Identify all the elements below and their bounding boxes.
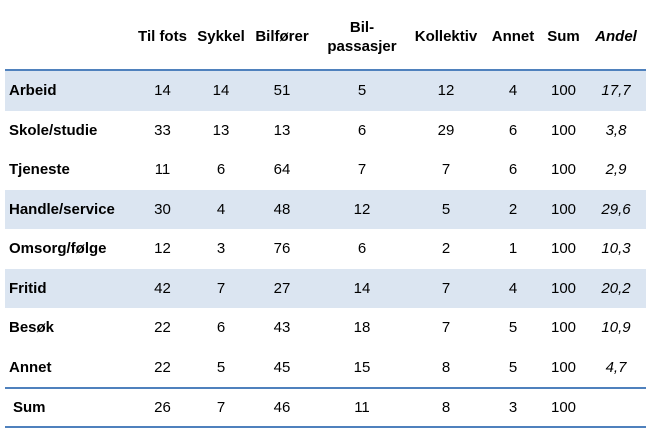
cell-til-fots: 14	[130, 70, 195, 111]
cell-sykkel: 3	[216, 240, 226, 258]
cell-sum: 100	[541, 70, 586, 111]
header-bil-passasjer-line1: Bil-	[349, 18, 375, 36]
cell-bil-passasjer: 7	[357, 161, 367, 179]
cell-annet: 5	[508, 319, 518, 337]
cell-sum: 100	[541, 269, 586, 309]
cell-annet: 1	[508, 240, 518, 258]
cell-sum: 100	[550, 319, 577, 337]
cell-annet: 3	[485, 388, 541, 427]
cell-kollektiv: 7	[441, 161, 451, 179]
cell-kollektiv: 5	[407, 190, 485, 230]
row-label: Omsorg/følge	[9, 240, 107, 258]
cell-sykkel: 4	[195, 190, 247, 230]
cell-andel: 3,8	[605, 121, 627, 139]
cell-annet: 4	[485, 269, 541, 309]
cell-kollektiv: 7	[441, 319, 451, 337]
cell-kollektiv: 8	[407, 388, 485, 427]
cell-andel: 20,2	[586, 269, 646, 309]
cell-sum: 100	[541, 388, 586, 427]
cell-bilforer: 27	[247, 269, 317, 309]
cell-sum: 100	[550, 240, 577, 258]
cell-bilforer: 13	[273, 121, 291, 139]
cell-sykkel: 6	[216, 319, 226, 337]
cell-bilforer: 46	[247, 388, 317, 427]
cell-andel	[586, 388, 646, 427]
header-cell-kollektiv: Kollektiv	[407, 0, 485, 70]
cell-til-fots: 12	[154, 240, 171, 258]
cell-til-fots: 30	[130, 190, 195, 230]
cell-annet: 5	[508, 358, 518, 376]
cell-kollektiv: 7	[407, 269, 485, 309]
cell-annet: 4	[485, 70, 541, 111]
table-row	[5, 70, 646, 111]
cell-sum: 100	[550, 121, 577, 139]
cell-sykkel: 14	[195, 70, 247, 111]
cell-til-fots: 22	[154, 358, 171, 376]
cell-andel: 17,7	[586, 70, 646, 111]
cell-til-fots: 11	[154, 161, 171, 179]
row-label: Skole/studie	[9, 121, 98, 139]
cell-andel: 2,9	[605, 161, 627, 179]
header-cell-til-fots: Til fots	[130, 0, 195, 70]
cell-sum: 100	[550, 161, 577, 179]
cell-sykkel: 7	[195, 388, 247, 427]
header-cell-andel: Andel	[586, 0, 646, 70]
cell-andel: 10,3	[601, 240, 631, 258]
row-label: Besøk	[9, 319, 55, 337]
cell-bilforer: 64	[273, 161, 291, 179]
cell-sykkel: 7	[195, 269, 247, 309]
header-cell-bil-passasjer	[317, 0, 407, 70]
row-label: Annet	[9, 358, 52, 376]
cell-til-fots: 42	[130, 269, 195, 309]
cell-bil-passasjer: 18	[353, 319, 371, 337]
header-cell-sykkel: Sykkel	[195, 0, 247, 70]
cell-sum: 100	[550, 358, 577, 376]
cell-bil-passasjer: 15	[353, 358, 371, 376]
cell-bilforer: 51	[247, 70, 317, 111]
cell-andel: 4,7	[605, 358, 627, 376]
cell-annet: 6	[508, 121, 518, 139]
cell-bilforer: 43	[273, 319, 291, 337]
cell-sykkel: 13	[212, 121, 230, 139]
cell-kollektiv: 12	[407, 70, 485, 111]
cell-bil-passasjer: 5	[317, 70, 407, 111]
table-row-sum	[5, 388, 646, 427]
cell-kollektiv: 8	[441, 358, 451, 376]
header-cell-sum: Sum	[541, 0, 586, 70]
table-row	[5, 111, 646, 151]
header-bil-passasjer-line2: passasjer	[327, 37, 397, 55]
cell-bil-passasjer: 6	[357, 121, 367, 139]
row-label: Arbeid	[5, 70, 130, 111]
cell-sykkel: 5	[216, 358, 226, 376]
table-row	[5, 308, 646, 348]
cell-andel: 29,6	[586, 190, 646, 230]
cell-bilforer: 48	[247, 190, 317, 230]
header-cell-annet: Annet	[485, 0, 541, 70]
row-label: Tjeneste	[9, 161, 70, 179]
cell-til-fots: 22	[154, 319, 171, 337]
table-row	[5, 229, 646, 269]
row-label: Sum	[5, 388, 130, 427]
cell-andel: 10,9	[601, 319, 631, 337]
table-row	[5, 150, 646, 190]
cell-til-fots: 26	[130, 388, 195, 427]
header-cell-bilforer: Bilfører	[247, 0, 317, 70]
table-row	[5, 190, 646, 230]
travel-mode-table	[5, 0, 646, 428]
cell-sykkel: 6	[216, 161, 226, 179]
cell-bilforer: 76	[273, 240, 291, 258]
header-cell-corner	[5, 0, 130, 70]
header-row	[5, 0, 646, 70]
cell-annet: 2	[485, 190, 541, 230]
table-row	[5, 348, 646, 389]
cell-annet: 6	[508, 161, 518, 179]
cell-kollektiv: 2	[441, 240, 451, 258]
cell-bil-passasjer: 11	[317, 388, 407, 427]
cell-kollektiv: 29	[437, 121, 455, 139]
cell-bil-passasjer: 14	[317, 269, 407, 309]
row-label: Fritid	[5, 269, 130, 309]
cell-bil-passasjer: 6	[357, 240, 367, 258]
cell-sum: 100	[541, 190, 586, 230]
cell-bilforer: 45	[273, 358, 291, 376]
row-label: Handle/service	[5, 190, 130, 230]
cell-til-fots: 33	[154, 121, 171, 139]
table-row	[5, 269, 646, 309]
cell-bil-passasjer: 12	[317, 190, 407, 230]
